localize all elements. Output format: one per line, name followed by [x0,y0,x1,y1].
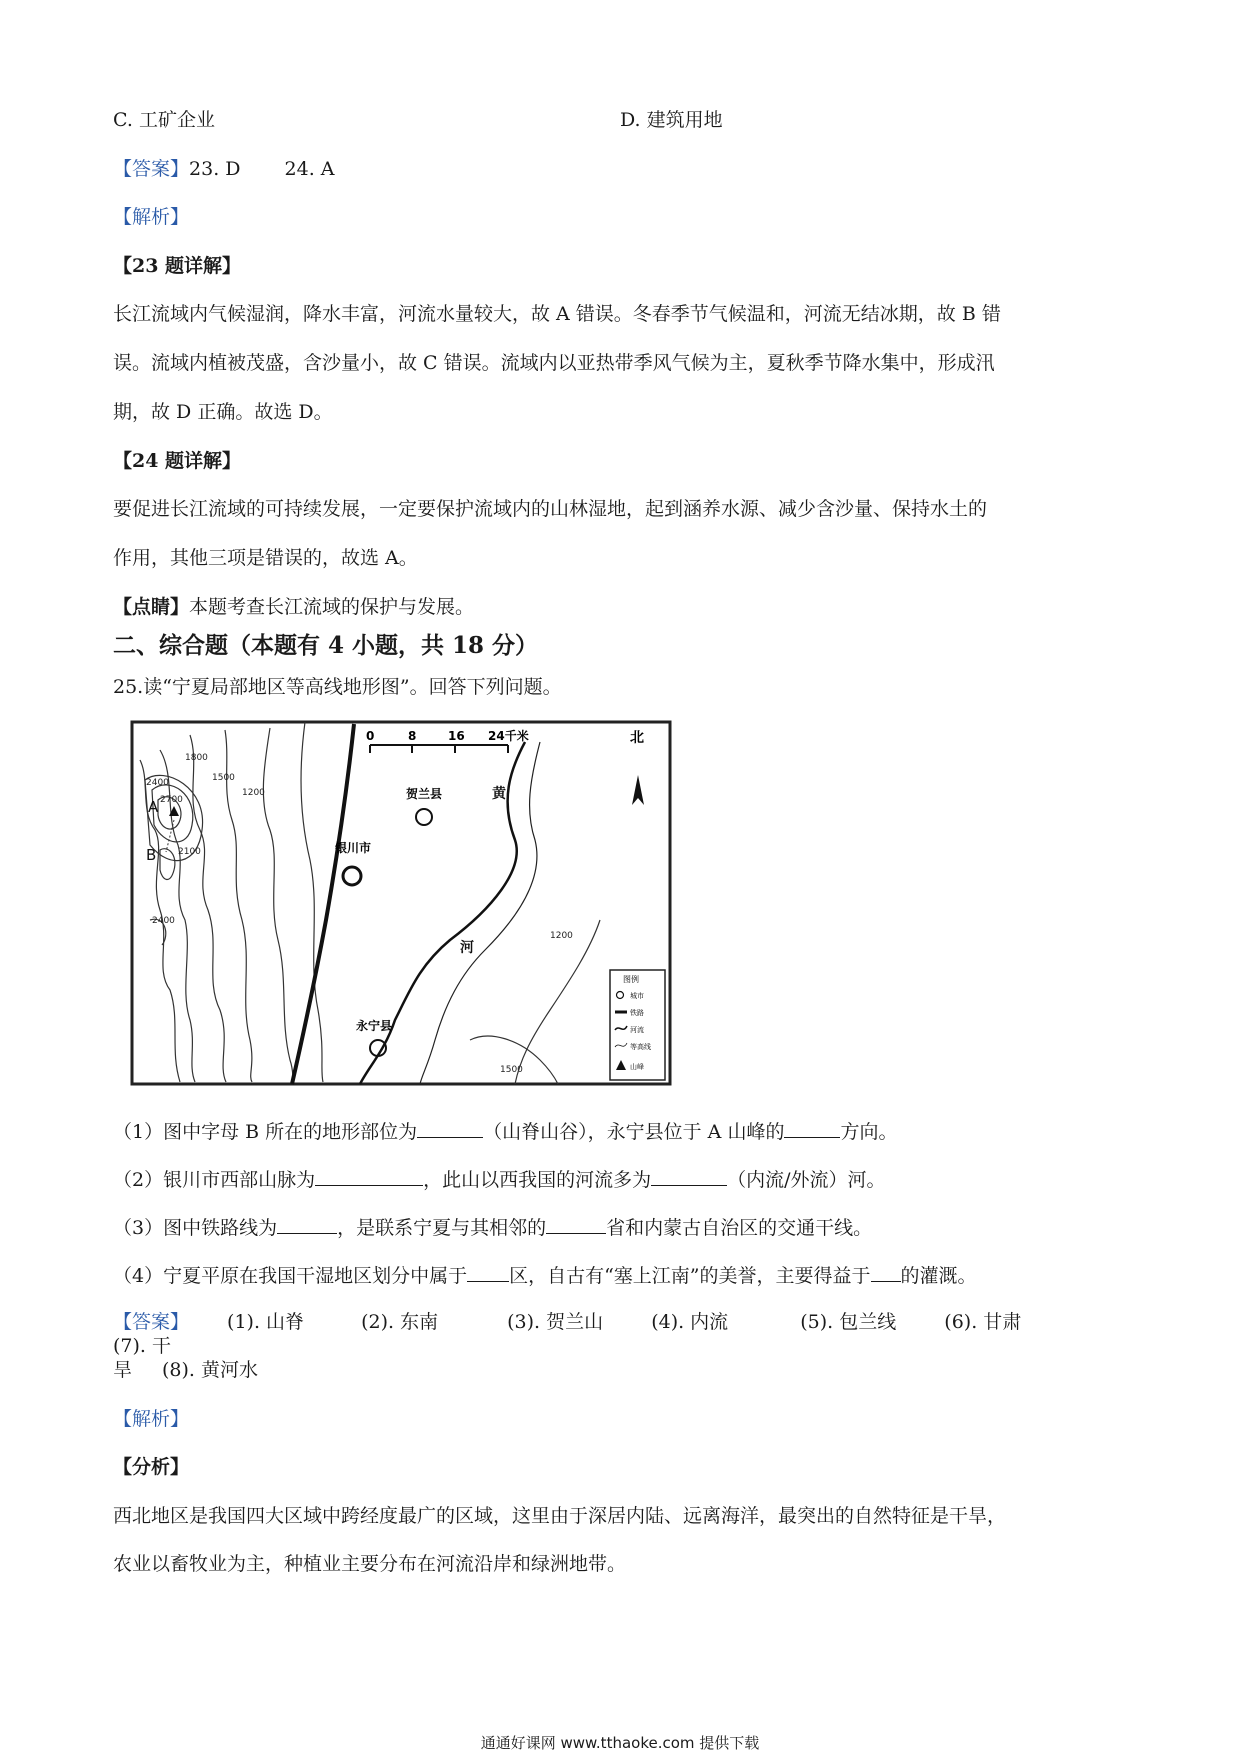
city-label-yongning: 永宁县 [356,1019,393,1033]
contour-map [130,720,672,1086]
legend-item: 河流 [630,1026,644,1034]
river-char: 黄 [492,786,506,802]
contour-label: 1500 [500,1065,523,1075]
answer-item: (8). 黄河水 [162,1359,259,1381]
blank-field[interactable] [315,1165,423,1186]
analysis-tag: 【解析】 [113,1408,190,1430]
contour-label: 1800 [185,753,208,763]
peak-a-label: A [148,798,159,816]
blank-field[interactable] [417,1117,483,1138]
contour-label: 2400 [146,778,169,788]
answer-item: (2). 东南 [361,1311,439,1333]
scale-tick: 16 [448,729,465,743]
answer-item: (7). 干 [113,1335,171,1357]
contour-label: 1200 [242,788,265,798]
q23-line: 长江流域内气候湿润，降水丰富，河流水量较大，故 A 错误。冬春季节气候温和，河流无结冰期，故 B 错 [113,303,1001,325]
scale-tick: 24千米 [488,729,529,743]
answer-item: (6). 甘肃 [944,1311,1022,1333]
option-c: C. 工矿企业 [113,109,215,131]
q25-sub-question: （2）银川市西部山脉为 ，此山以西我国的河流多为 （内流/外流）河。 [113,1165,886,1192]
fenxi-line: 西北地区是我国四大区域中跨经度最广的区域，这里由于深居内陆、远离海洋，最突出的自然特征是干旱， [113,1505,1007,1527]
dianjing-text: 本题考查长江流域的保护与发展。 [189,596,475,618]
legend-item: 山峰 [630,1063,644,1071]
contour-label: 2700 [160,795,183,805]
point-b-label: B [146,846,157,864]
dianjing-tag: 【点睛】 [113,596,190,618]
answer-line-23-24 [113,157,335,181]
contour-label: 2100 [178,847,201,857]
river-char: 河 [460,940,474,956]
north-label: 北 [630,730,644,746]
dianjing-line [113,595,474,619]
q23-title: 【23 题详解】 [113,255,242,277]
fenxi-tag: 【分析】 [113,1456,190,1478]
answer-item: (5). 包兰线 [800,1311,897,1333]
section-2-title: 二、综合题（本题有 4 小题，共 18 分） [113,632,539,659]
contour-map-figure [130,720,672,1086]
contour-label: 1500 [212,773,235,783]
city-label-yinchuan: 银川市 [335,841,372,855]
q24-line: 要促进长江流域的可持续发展，一定要保护流域内的山林湿地，起到涵养水源、减少含沙量、保持水土的 [113,498,988,520]
blank-field[interactable] [546,1213,606,1234]
option-d: D. 建筑用地 [620,109,723,131]
answer-item: (3). 贺兰山 [507,1311,604,1333]
answer-23: 23. D [189,158,241,180]
q23-line: 误。流域内植被茂盛，含沙量小，故 C 错误。流域内以亚热带季风气候为主，夏秋季节降水集中，形成汛 [113,352,995,374]
legend-item: 等高线 [630,1043,651,1051]
legend-item: 铁路 [630,1009,644,1017]
blank-field[interactable] [651,1165,727,1186]
q24-title: 【24 题详解】 [113,450,242,472]
blank-field[interactable] [467,1261,509,1282]
contour-label: 2400 [152,916,175,926]
q25-stem: 25.读“宁夏局部地区等高线地形图”。回答下列问题。 [113,676,562,698]
blank-field[interactable] [277,1213,337,1234]
legend-item: 城市 [630,992,644,1000]
q25-answer-row [113,1310,1128,1358]
blank-field[interactable] [784,1117,840,1138]
page-footer: 通通好课网 www.tthaoke.com 提供下载 [480,1734,760,1752]
contour-label: 1200 [550,931,573,941]
q25-sub-question: （3）图中铁路线为 ，是联系宁夏与其相邻的 省和内蒙古自治区的交通干线。 [113,1213,872,1240]
answer-item: (4). 内流 [651,1311,729,1333]
answer-tag: 【答案】 [113,158,190,180]
answer-item: (1). 山脊 [227,1311,305,1333]
analysis-tag: 【解析】 [113,206,190,228]
scale-tick: 0 [366,729,375,743]
fenxi-line: 农业以畜牧业为主，种植业主要分布在河流沿岸和绿洲地带。 [113,1553,627,1575]
legend-title: 图例 [623,975,639,984]
q23-line: 期，故 D 正确。故选 D。 [113,401,333,423]
q24-line: 作用，其他三项是错误的，故选 A。 [113,547,418,569]
q25-sub-question: （4）宁夏平原在我国干湿地区划分中属于 区，自古有“塞上江南”的美誉，主要得益于 的灌溉。 [113,1261,977,1288]
q25-sub-question: （1）图中字母 B 所在的地形部位为 （山脊山谷），永宁县位于 A 山峰的 方向。 [113,1117,897,1144]
q25-answer-row-2: 旱 (8). 黄河水 [113,1359,259,1381]
map-legend [610,970,665,1080]
city-label-helan: 贺兰县 [406,787,443,801]
answer-24: 24. A [284,158,335,180]
blank-field[interactable] [871,1261,901,1282]
scale-tick: 8 [408,729,417,743]
answer-tag: 【答案】 [113,1311,190,1333]
